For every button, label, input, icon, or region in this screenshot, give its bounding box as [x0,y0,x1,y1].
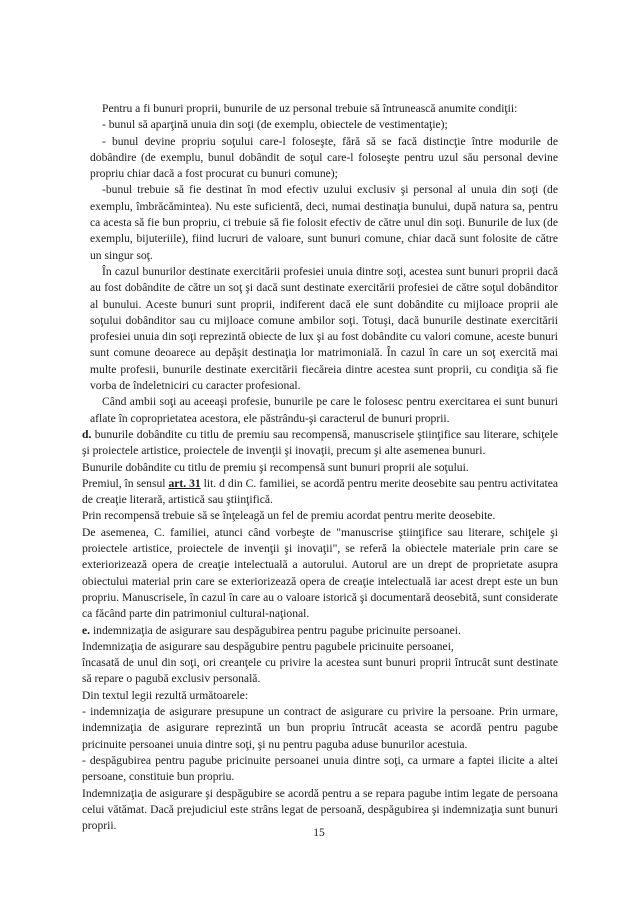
paragraph: Bunurile dobândite cu titlu de premiu şi recompensă sunt bunuri proprii ale soţului. [82,460,469,474]
paragraph: încasată de unul din soţi, ori creanţele cu privire la acestea sunt bunuri proprii întrucât sunt destinate să repare o pagubă exclusiv personală. [82,656,558,686]
paragraph: Din textul legii rezultă următoarele: [82,688,249,702]
item-letter-d: d. [82,428,92,441]
paragraph: - bunul să aparţină unuia din soţi (de exemplu, obiectele de vestimentaţie); [102,118,448,132]
text-span: Premiul, în sensul [82,476,169,490]
paragraph: Indemnizaţia de asigurare şi despăgubire se acordă pentru a se repara pagube intim legate de persoana celui vătămat. Dacă prejudiciul este strâns legat de persoană, despăgubirea şi indemnizaţia sunt bunuri proprii. [82,786,558,833]
paragraph: Când ambii soţi au aceeaşi profesie, bunurile pe care le folosesc pentru exercitarea ei sunt bunuri aflate în coproprietatea acestora, ele păstrându-şi caracterul de bunuri proprii. [90,395,558,425]
paragraph-e [82,623,558,639]
paragraph: - indemnizaţia de asigurare presupune un contract de asigurare cu privire la persoane. Prin urmare, indemnizaţia de asigurare reprezintă un bun propriu întrucât aceasta se acordă pentru pagube pricinuite persoanei unuia dintre soţi, şi nu pentru paguba aduse bunurilor acestuia. [82,705,558,751]
paragraph: De asemenea, C. familiei, atunci când vorbeşte de "manuscrise ştiinţifice sau literare, schiţele şi proiectele artistice, proiectele de invenţii şi inovaţii", se referă la obiectele materiale prin care se exteriorizează opera de creaţie intelectuală a autorului. Autorul are un drept de proprietate asupra obiectului material prin care se exteriorizează opera de creaţie intelectuală iar acest drept este un bun propriu. Manuscrisele, în cazul în care au o valoare istorică şi documentară deosebită, sunt considerate ca făcând parte din patrimoniul cultural-naţional. [82,525,558,621]
paragraph: Indemnizaţia de asigurare sau despăgubire pentru pagubele pricinuite persoanei, [82,639,454,653]
paragraph: În cazul bunurilor destinate exercitării profesiei unuia dintre soţi, acestea sunt bunuri proprii dacă au fost dobândite de către un soţ şi dacă sunt destinate exercitării profesiei de către soţul dobânditor al bunului. Aceste bunuri sunt proprii, indiferent dacă ele sunt dobândite cu mijloace proprii ale soţului dobânditor sau cu mijloace comune ambilor soţi. Totuşi, dacă bunurile destinate exercitării profesiei unuia din soţi reprezintă obiecte de lux şi au fost dobândite cu valori comune, aceste bunuri sunt comune deoarece au depăşit destinaţia lor matrimonială. În cazul în care un soţ exercită mai multe profesii, bunurile destinate exercitării fiecăreia dintre acestea sunt proprii, cu condiţia să fie vorba de îndeletniciri cu caracter profesional. [90,264,558,393]
paragraph: - bunul devine propriu soţului care-l foloseşte, fără să se facă distincţie între modurile de dobândire (de exemplu, bunul dobândit de soţul care-l foloseşte pentru uzul său personal devine propriu chiar dacă a fost procurat cu bunuri comune); [90,134,558,181]
page-number: 15 [313,826,325,839]
item-e-text: indemnizaţia de asigurare sau despăgubirea pentru pagube pricinuite persoanei. [90,623,461,637]
paragraph: Pentru a fi bunuri proprii, bunurile de uz personal trebuie să întrunească anumite condiţii: [102,102,518,115]
section-premiums-and-indemnities [82,427,558,834]
paragraph [82,476,558,509]
section-personal-use-goods [90,101,558,427]
text-span: lit. d din C. familiei, se acordă pentru merite deosebite sau pentru activitatea de creaţie literară, artistică sau ştiinţifică. [82,476,558,507]
paragraph: -bunul trebuie să fie destinat în mod efectiv uzului exclusiv şi personal al unuia din soţi (de exemplu, îmbrăcămintea). Nu este suficientă, deci, numai destinaţia bunului, după natura sa, pentru ca acesta să fie bun propriu, ci trebuie să fie folosit efectiv de către unul din soţi. Bunurile de lux (de exemplu, bijuteriile), fiind lucruri de valoare, sunt bunuri comune, chiar dacă sunt folosite de către un singur soţ. [90,183,558,262]
paragraph: - despăgubirea pentru pagube pricinuite persoanei unuia dintre soţi, ca urmare a faptei ilicite a altei persoane, constituie bun propriu. [82,753,558,784]
paragraph: Prin recompensă trebuie să se înţeleagă un fel de premiu acordat pentru merite deosebite. [82,509,496,523]
item-letter-e: e. [82,623,91,637]
article-link[interactable]: art. 31 [168,476,201,490]
item-d-text: bunurile dobândite cu titlu de premiu sau recompensă, manuscrisele ştiinţifice sau literare, schiţele şi proiectele artistice, proiectele de invenţii şi inovaţii, precum şi alte asemenea bunuri. [82,428,558,458]
paragraph-d [82,427,558,460]
